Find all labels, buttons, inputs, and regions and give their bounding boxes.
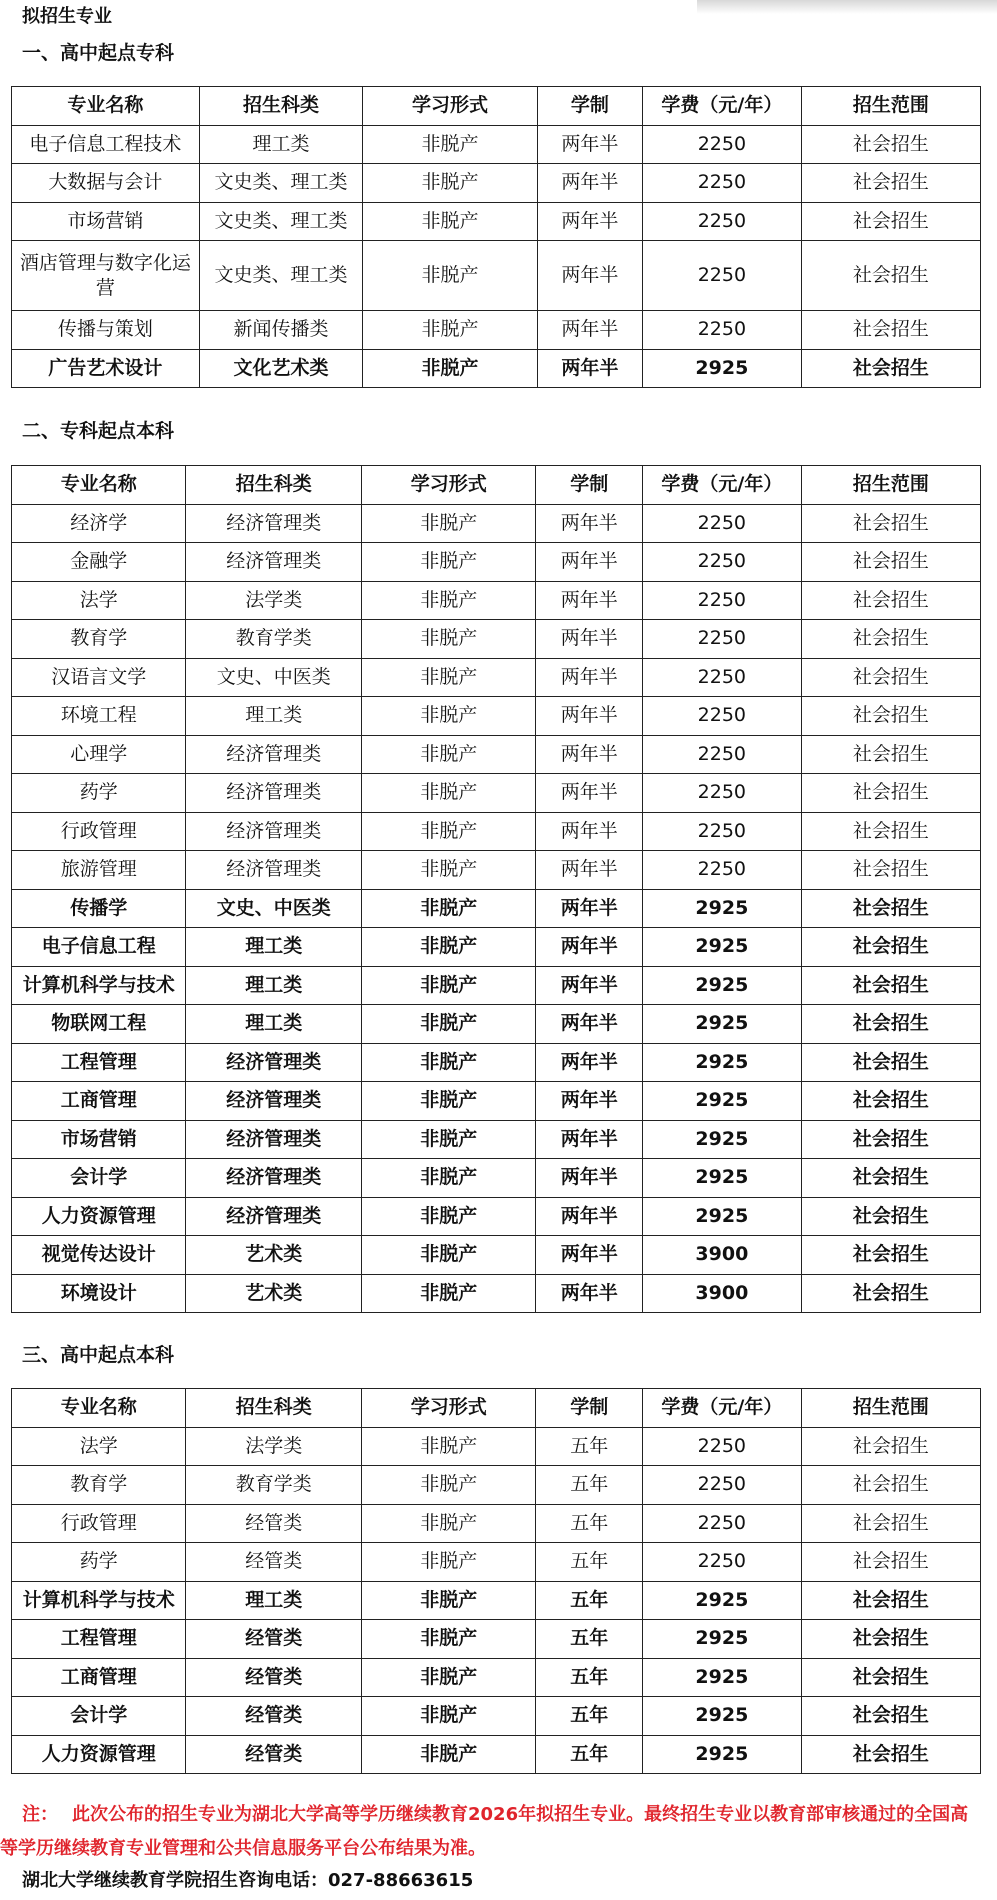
table-cell: 社会招生 bbox=[801, 735, 980, 774]
section-title-3: 三、高中起点本科 bbox=[22, 1344, 175, 1366]
table-row bbox=[12, 812, 981, 851]
table-row bbox=[12, 1120, 981, 1159]
table-row bbox=[12, 697, 981, 736]
table-row bbox=[12, 1427, 981, 1466]
table-cell: 2925 bbox=[643, 1735, 802, 1774]
table-row bbox=[12, 620, 981, 659]
table-row bbox=[12, 928, 981, 967]
table-cell: 两年半 bbox=[536, 1082, 643, 1121]
table-cell: 非脱产 bbox=[362, 1427, 536, 1466]
table-row bbox=[12, 1466, 981, 1505]
table-cell: 非脱产 bbox=[362, 1274, 536, 1313]
table-cell: 社会招生 bbox=[801, 581, 980, 620]
table-cell: 教育学 bbox=[12, 620, 186, 659]
table-cell: 社会招生 bbox=[801, 1466, 980, 1505]
table-row bbox=[12, 658, 981, 697]
table-cell: 非脱产 bbox=[362, 928, 536, 967]
table-cell: 社会招生 bbox=[801, 889, 980, 928]
table-cell: 两年半 bbox=[536, 543, 643, 582]
table-cell: 2250 bbox=[643, 735, 802, 774]
table-cell: 社会招生 bbox=[801, 1620, 980, 1659]
table-cell: 非脱产 bbox=[362, 504, 536, 543]
column-header: 学制 bbox=[537, 87, 642, 126]
table-cell: 2250 bbox=[643, 543, 802, 582]
table-cell: 行政管理 bbox=[12, 812, 186, 851]
table-cell: 非脱产 bbox=[363, 311, 537, 350]
table-cell: 2250 bbox=[643, 620, 802, 659]
table-cell: 社会招生 bbox=[801, 504, 980, 543]
table-cell: 经管类 bbox=[186, 1735, 362, 1774]
table-cell: 经济管理类 bbox=[186, 1082, 362, 1121]
table-row bbox=[12, 581, 981, 620]
column-header: 学制 bbox=[536, 1389, 643, 1428]
table-cell: 非脱产 bbox=[362, 1581, 536, 1620]
table-cell: 2250 bbox=[643, 697, 802, 736]
table-cell: 理工类 bbox=[186, 697, 362, 736]
table-cell: 2250 bbox=[643, 504, 802, 543]
table-cell: 两年半 bbox=[536, 889, 643, 928]
table-cell: 金融学 bbox=[12, 543, 186, 582]
table-row bbox=[12, 311, 981, 350]
table-cell: 经济管理类 bbox=[186, 543, 362, 582]
table-cell: 2250 bbox=[643, 812, 802, 851]
table-cell: 两年半 bbox=[536, 774, 643, 813]
table-cell: 计算机科学与技术 bbox=[12, 1581, 186, 1620]
table-cell: 社会招生 bbox=[801, 966, 980, 1005]
table-cell: 非脱产 bbox=[362, 966, 536, 1005]
table-cell: 传播与策划 bbox=[12, 311, 200, 350]
table-cell: 物联网工程 bbox=[12, 1005, 186, 1044]
table-header-row bbox=[12, 87, 981, 126]
table-cell: 两年半 bbox=[536, 1159, 643, 1198]
table-cell: 教育学类 bbox=[186, 620, 362, 659]
column-header: 学习形式 bbox=[363, 87, 537, 126]
table-cell: 法学 bbox=[12, 581, 186, 620]
table-cell: 五年 bbox=[536, 1581, 643, 1620]
table-cell: 两年半 bbox=[536, 620, 643, 659]
table-row bbox=[12, 966, 981, 1005]
table-cell: 两年半 bbox=[537, 125, 642, 164]
table-cell: 非脱产 bbox=[362, 1043, 536, 1082]
note-line-2: 等学历继续教育专业管理和公共信息服务平台公布结果为准。 bbox=[0, 1838, 486, 1859]
table-cell: 五年 bbox=[536, 1697, 643, 1736]
table-row bbox=[12, 164, 981, 203]
table-row bbox=[12, 543, 981, 582]
table-cell: 理工类 bbox=[186, 966, 362, 1005]
column-header: 招生科类 bbox=[186, 466, 362, 505]
column-header: 学习形式 bbox=[362, 466, 536, 505]
table-cell: 两年半 bbox=[536, 966, 643, 1005]
table-cell: 2925 bbox=[643, 1043, 802, 1082]
column-header: 学费（元/年） bbox=[643, 1389, 802, 1428]
column-header: 专业名称 bbox=[12, 466, 186, 505]
table-cell: 经济管理类 bbox=[186, 1120, 362, 1159]
table-cell: 广告艺术设计 bbox=[12, 349, 200, 388]
table-cell: 经济学 bbox=[12, 504, 186, 543]
table-cell: 2250 bbox=[643, 1543, 802, 1582]
table-cell: 2250 bbox=[643, 851, 802, 890]
table-row bbox=[12, 1658, 981, 1697]
section-title-2: 二、专科起点本科 bbox=[22, 420, 175, 442]
table-cell: 非脱产 bbox=[362, 1658, 536, 1697]
table-cell: 传播学 bbox=[12, 889, 186, 928]
table-cell: 电子信息工程 bbox=[12, 928, 186, 967]
table-row bbox=[12, 1620, 981, 1659]
table-cell: 社会招生 bbox=[801, 1658, 980, 1697]
table-cell: 理工类 bbox=[199, 125, 363, 164]
table-cell: 社会招生 bbox=[801, 311, 980, 350]
table-cell: 经济管理类 bbox=[186, 851, 362, 890]
table-cell: 理工类 bbox=[186, 1005, 362, 1044]
table-cell: 2250 bbox=[643, 125, 802, 164]
table-cell: 非脱产 bbox=[362, 1005, 536, 1044]
table-cell: 五年 bbox=[536, 1466, 643, 1505]
table-cell: 五年 bbox=[536, 1658, 643, 1697]
table-row bbox=[12, 1274, 981, 1313]
table-cell: 五年 bbox=[536, 1620, 643, 1659]
table-cell: 工程管理 bbox=[12, 1620, 186, 1659]
table-cell: 旅游管理 bbox=[12, 851, 186, 890]
table-cell: 五年 bbox=[536, 1543, 643, 1582]
table-cell: 经管类 bbox=[186, 1620, 362, 1659]
table-cell: 非脱产 bbox=[362, 581, 536, 620]
table-cell: 非脱产 bbox=[362, 1735, 536, 1774]
table-cell: 艺术类 bbox=[186, 1236, 362, 1275]
table-cell: 教育学类 bbox=[186, 1466, 362, 1505]
table-cell: 2925 bbox=[643, 1697, 802, 1736]
table-row bbox=[12, 1581, 981, 1620]
table-cell: 市场营销 bbox=[12, 1120, 186, 1159]
table-cell: 2250 bbox=[643, 202, 802, 241]
column-header: 专业名称 bbox=[12, 1389, 186, 1428]
table-cell: 人力资源管理 bbox=[12, 1735, 186, 1774]
table-cell: 经管类 bbox=[186, 1504, 362, 1543]
table-cell: 2250 bbox=[643, 658, 802, 697]
table-cell: 五年 bbox=[536, 1504, 643, 1543]
table-cell: 经济管理类 bbox=[186, 1159, 362, 1198]
table-cell: 法学类 bbox=[186, 1427, 362, 1466]
table-row bbox=[12, 735, 981, 774]
table-row bbox=[12, 1005, 981, 1044]
table-cell: 社会招生 bbox=[801, 1197, 980, 1236]
table-row bbox=[12, 1735, 981, 1774]
table-cell: 社会招生 bbox=[801, 1274, 980, 1313]
table-cell: 2925 bbox=[643, 889, 802, 928]
table-cell: 两年半 bbox=[537, 349, 642, 388]
column-header: 招生范围 bbox=[801, 1389, 980, 1428]
table-cell: 社会招生 bbox=[801, 1427, 980, 1466]
table-cell: 非脱产 bbox=[362, 851, 536, 890]
table-cell: 2250 bbox=[643, 1504, 802, 1543]
note-text-1: 此次公布的招生专业为湖北大学高等学历继续教育2026年拟招生专业。最终招生专业以教育部审核通过的全国高 bbox=[72, 1804, 969, 1825]
table-cell: 社会招生 bbox=[801, 1005, 980, 1044]
table-cell: 经管类 bbox=[186, 1658, 362, 1697]
table-cell: 2925 bbox=[643, 1159, 802, 1198]
table-cell: 3900 bbox=[643, 1274, 802, 1313]
table-cell: 社会招生 bbox=[801, 125, 980, 164]
table-cell: 社会招生 bbox=[801, 543, 980, 582]
column-header: 学制 bbox=[536, 466, 643, 505]
table-cell: 2250 bbox=[643, 581, 802, 620]
table-cell: 2925 bbox=[643, 1120, 802, 1159]
table-cell: 非脱产 bbox=[362, 620, 536, 659]
table-row bbox=[12, 889, 981, 928]
table-cell: 2250 bbox=[643, 311, 802, 350]
table-cell: 非脱产 bbox=[363, 202, 537, 241]
table-cell: 2925 bbox=[643, 1581, 802, 1620]
table-header-row bbox=[12, 1389, 981, 1428]
table-cell: 两年半 bbox=[536, 928, 643, 967]
table-cell: 非脱产 bbox=[362, 1197, 536, 1236]
table-row bbox=[12, 774, 981, 813]
table-cell: 教育学 bbox=[12, 1466, 186, 1505]
table-cell: 非脱产 bbox=[363, 125, 537, 164]
table-cell: 社会招生 bbox=[801, 774, 980, 813]
table-cell: 社会招生 bbox=[801, 658, 980, 697]
table-cell: 2925 bbox=[643, 966, 802, 1005]
table-row bbox=[12, 1236, 981, 1275]
table-cell: 两年半 bbox=[536, 697, 643, 736]
table-cell: 非脱产 bbox=[362, 1504, 536, 1543]
contact-phone: 湖北大学继续教育学院招生咨询电话：027-88663615 bbox=[22, 1870, 474, 1891]
table-cell: 两年半 bbox=[536, 1197, 643, 1236]
page-title: 拟招生专业 bbox=[22, 6, 112, 27]
table-cell: 两年半 bbox=[536, 812, 643, 851]
table-cell: 经济管理类 bbox=[186, 812, 362, 851]
note-label: 注： bbox=[22, 1804, 58, 1825]
table-cell: 药学 bbox=[12, 774, 186, 813]
table-cell: 社会招生 bbox=[801, 1735, 980, 1774]
table-cell: 经济管理类 bbox=[186, 735, 362, 774]
table-cell: 两年半 bbox=[536, 581, 643, 620]
table-cell: 药学 bbox=[12, 1543, 186, 1582]
table-cell: 非脱产 bbox=[363, 164, 537, 203]
table-cell: 两年半 bbox=[536, 658, 643, 697]
table-cell: 两年半 bbox=[536, 1043, 643, 1082]
column-header: 招生科类 bbox=[199, 87, 363, 126]
table-cell: 会计学 bbox=[12, 1159, 186, 1198]
table-cell: 酒店管理与数字化运营 bbox=[12, 241, 200, 311]
table-cell: 社会招生 bbox=[801, 1697, 980, 1736]
table-cell: 社会招生 bbox=[801, 1504, 980, 1543]
table-cell: 2250 bbox=[643, 774, 802, 813]
table-cell: 社会招生 bbox=[801, 1236, 980, 1275]
table-cell: 社会招生 bbox=[801, 164, 980, 203]
table-cell: 社会招生 bbox=[801, 1082, 980, 1121]
table-row bbox=[12, 1082, 981, 1121]
table-row bbox=[12, 241, 981, 311]
table-cell: 两年半 bbox=[537, 164, 642, 203]
table-cell: 非脱产 bbox=[362, 697, 536, 736]
table-cell: 非脱产 bbox=[362, 658, 536, 697]
table-cell: 法学类 bbox=[186, 581, 362, 620]
table-section-1 bbox=[11, 86, 981, 388]
table-cell: 2925 bbox=[643, 1658, 802, 1697]
table-cell: 非脱产 bbox=[363, 241, 537, 311]
table-cell: 2250 bbox=[643, 164, 802, 203]
table-cell: 非脱产 bbox=[362, 1236, 536, 1275]
table-cell: 2250 bbox=[643, 1427, 802, 1466]
table-cell: 两年半 bbox=[536, 735, 643, 774]
table-cell: 2925 bbox=[643, 1082, 802, 1121]
table-cell: 非脱产 bbox=[362, 1697, 536, 1736]
table-cell: 两年半 bbox=[536, 504, 643, 543]
table-cell: 两年半 bbox=[536, 851, 643, 890]
column-header: 招生科类 bbox=[186, 1389, 362, 1428]
table-cell: 社会招生 bbox=[801, 928, 980, 967]
table-row bbox=[12, 125, 981, 164]
table-cell: 环境工程 bbox=[12, 697, 186, 736]
section-title-1: 一、高中起点专科 bbox=[22, 42, 175, 64]
table-cell: 大数据与会计 bbox=[12, 164, 200, 203]
table-cell: 市场营销 bbox=[12, 202, 200, 241]
table-row bbox=[12, 349, 981, 388]
table-cell: 非脱产 bbox=[362, 812, 536, 851]
column-header: 学费（元/年） bbox=[643, 87, 802, 126]
table-row bbox=[12, 851, 981, 890]
table-cell: 非脱产 bbox=[362, 543, 536, 582]
table-cell: 工程管理 bbox=[12, 1043, 186, 1082]
table-cell: 汉语言文学 bbox=[12, 658, 186, 697]
table-cell: 五年 bbox=[536, 1427, 643, 1466]
table-cell: 视觉传达设计 bbox=[12, 1236, 186, 1275]
table-cell: 经济管理类 bbox=[186, 1197, 362, 1236]
table-cell: 非脱产 bbox=[363, 349, 537, 388]
table-cell: 社会招生 bbox=[801, 1120, 980, 1159]
table-cell: 两年半 bbox=[536, 1005, 643, 1044]
table-cell: 文化艺术类 bbox=[199, 349, 363, 388]
table-cell: 理工类 bbox=[186, 928, 362, 967]
table-cell: 会计学 bbox=[12, 1697, 186, 1736]
table-cell: 理工类 bbox=[186, 1581, 362, 1620]
table-header-row bbox=[12, 466, 981, 505]
table-cell: 两年半 bbox=[537, 202, 642, 241]
table-cell: 两年半 bbox=[537, 311, 642, 350]
note-line-1 bbox=[22, 1800, 968, 1826]
table-cell: 3900 bbox=[643, 1236, 802, 1275]
table-cell: 文史、中医类 bbox=[186, 889, 362, 928]
table-cell: 五年 bbox=[536, 1735, 643, 1774]
table-row bbox=[12, 202, 981, 241]
table-row bbox=[12, 1504, 981, 1543]
table-cell: 文史类、理工类 bbox=[199, 202, 363, 241]
table-cell: 行政管理 bbox=[12, 1504, 186, 1543]
table-cell: 心理学 bbox=[12, 735, 186, 774]
top-edge-shadow bbox=[697, 0, 997, 14]
table-cell: 文史、中医类 bbox=[186, 658, 362, 697]
table-row bbox=[12, 504, 981, 543]
table-cell: 工商管理 bbox=[12, 1658, 186, 1697]
column-header: 专业名称 bbox=[12, 87, 200, 126]
table-row bbox=[12, 1043, 981, 1082]
table-cell: 社会招生 bbox=[801, 1581, 980, 1620]
table-cell: 两年半 bbox=[536, 1274, 643, 1313]
table-cell: 经济管理类 bbox=[186, 504, 362, 543]
table-cell: 社会招生 bbox=[801, 812, 980, 851]
table-cell: 电子信息工程技术 bbox=[12, 125, 200, 164]
table-cell: 法学 bbox=[12, 1427, 186, 1466]
table-cell: 2250 bbox=[643, 241, 802, 311]
table-cell: 社会招生 bbox=[801, 620, 980, 659]
table-cell: 社会招生 bbox=[801, 1043, 980, 1082]
table-cell: 2925 bbox=[643, 928, 802, 967]
table-section-2 bbox=[11, 465, 981, 1313]
column-header: 学习形式 bbox=[362, 1389, 536, 1428]
table-cell: 社会招生 bbox=[801, 697, 980, 736]
table-cell: 两年半 bbox=[537, 241, 642, 311]
table-cell: 非脱产 bbox=[362, 1543, 536, 1582]
table-cell: 文史类、理工类 bbox=[199, 164, 363, 203]
table-cell: 2925 bbox=[643, 349, 802, 388]
table-cell: 工商管理 bbox=[12, 1082, 186, 1121]
table-cell: 经济管理类 bbox=[186, 774, 362, 813]
table-row bbox=[12, 1543, 981, 1582]
table-cell: 非脱产 bbox=[362, 1466, 536, 1505]
column-header: 招生范围 bbox=[801, 466, 980, 505]
column-header: 学费（元/年） bbox=[643, 466, 802, 505]
table-cell: 环境设计 bbox=[12, 1274, 186, 1313]
table-cell: 新闻传播类 bbox=[199, 311, 363, 350]
table-cell: 2925 bbox=[643, 1620, 802, 1659]
table-cell: 2250 bbox=[643, 1466, 802, 1505]
table-cell: 经管类 bbox=[186, 1697, 362, 1736]
column-header: 招生范围 bbox=[801, 87, 980, 126]
table-cell: 社会招生 bbox=[801, 1159, 980, 1198]
table-cell: 经济管理类 bbox=[186, 1043, 362, 1082]
table-cell: 非脱产 bbox=[362, 735, 536, 774]
table-cell: 两年半 bbox=[536, 1236, 643, 1275]
table-cell: 经管类 bbox=[186, 1543, 362, 1582]
table-cell: 艺术类 bbox=[186, 1274, 362, 1313]
table-cell: 社会招生 bbox=[801, 1543, 980, 1582]
table-cell: 非脱产 bbox=[362, 889, 536, 928]
table-cell: 计算机科学与技术 bbox=[12, 966, 186, 1005]
table-cell: 2925 bbox=[643, 1197, 802, 1236]
table-cell: 非脱产 bbox=[362, 1620, 536, 1659]
table-cell: 非脱产 bbox=[362, 1082, 536, 1121]
table-cell: 两年半 bbox=[536, 1120, 643, 1159]
table-cell: 人力资源管理 bbox=[12, 1197, 186, 1236]
table-cell: 社会招生 bbox=[801, 202, 980, 241]
table-row bbox=[12, 1697, 981, 1736]
table-cell: 非脱产 bbox=[362, 1159, 536, 1198]
table-cell: 非脱产 bbox=[362, 1120, 536, 1159]
table-row bbox=[12, 1159, 981, 1198]
table-cell: 社会招生 bbox=[801, 241, 980, 311]
table-cell: 文史类、理工类 bbox=[199, 241, 363, 311]
table-cell: 2925 bbox=[643, 1005, 802, 1044]
table-cell: 社会招生 bbox=[801, 349, 980, 388]
table-row bbox=[12, 1197, 981, 1236]
table-cell: 非脱产 bbox=[362, 774, 536, 813]
table-cell: 社会招生 bbox=[801, 851, 980, 890]
table-section-3 bbox=[11, 1388, 981, 1774]
